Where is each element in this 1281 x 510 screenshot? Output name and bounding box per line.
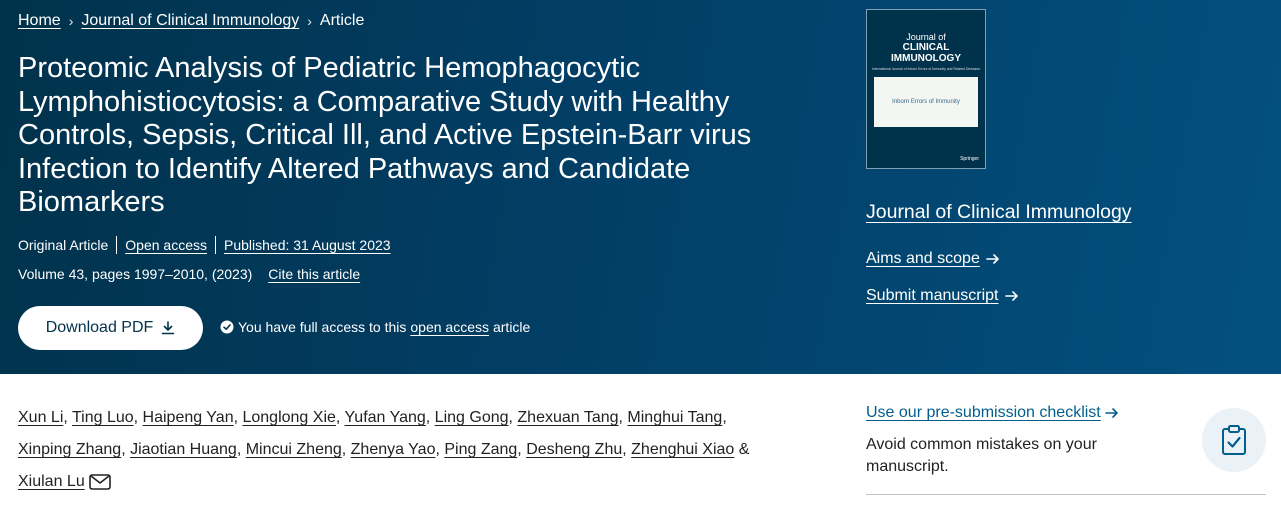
checklist-link[interactable]: Use our pre-submission checklist <box>866 404 1101 421</box>
author-link[interactable]: Zhenya Yao <box>350 441 436 458</box>
breadcrumb <box>18 12 364 30</box>
author-link[interactable]: Xun Li <box>18 409 64 426</box>
cover-word-cloud <box>874 77 978 127</box>
mail-icon[interactable] <box>89 474 111 490</box>
checklist-item <box>866 404 1119 422</box>
clipboard-check-icon <box>1202 408 1266 472</box>
checklist-description: Avoid common mistakes on your manuscript. <box>866 436 1097 475</box>
aims-scope-item <box>866 250 1000 268</box>
author-link[interactable]: Ling Gong <box>434 409 509 426</box>
breadcrumb-home-link[interactable]: Home <box>18 12 61 29</box>
author-link[interactable]: Xiulan Lu <box>18 473 85 490</box>
access-suffix: article <box>492 319 531 335</box>
volume-info: Volume 43, pages 1997–2010, (2023) <box>18 266 253 282</box>
author-link[interactable]: Longlong Xie <box>242 409 336 426</box>
arrow-right-icon <box>986 253 1000 265</box>
open-access-notice-link[interactable]: open access <box>410 319 489 335</box>
author-link[interactable]: Zhenghui Xiao <box>631 441 735 458</box>
arrow-right-icon <box>1005 290 1019 302</box>
aims-scope-link[interactable]: Aims and scope <box>866 250 980 267</box>
download-pdf-label: Download PDF <box>45 319 154 336</box>
arrow-right-icon <box>1105 407 1119 419</box>
article-type: Original Article <box>18 237 109 253</box>
cover-publisher: Springer <box>960 156 979 162</box>
published-date-link[interactable]: Published: 31 August 2023 <box>223 237 391 253</box>
cover-subtitle: International Journal of Inborn Errors of Immunity and Related Diseases <box>872 67 980 71</box>
download-pdf-button[interactable] <box>18 306 203 350</box>
author-link[interactable]: Haipeng Yan <box>142 409 234 426</box>
journal-title-link[interactable]: Journal of Clinical Immunology <box>866 201 1132 223</box>
author-link[interactable]: Zhexuan Tang <box>517 409 619 426</box>
download-icon <box>161 321 175 335</box>
check-circle-icon <box>220 320 234 334</box>
author-link[interactable]: Ting Luo <box>71 409 134 426</box>
submit-manuscript-link[interactable]: Submit manuscript <box>866 287 999 304</box>
article-title: Proteomic Analysis of Pediatric Hemophagocytic Lymphohistiocytosis: a Comparative Study with Healthy Controls, Sepsis, Critical Ill, and Active Epstein-Barr virus Infection to Identify Altered Pathways and Candidate Biomarkers <box>18 52 752 218</box>
article-meta <box>18 236 399 254</box>
published-item <box>215 236 399 254</box>
author-link[interactable]: Ping Zang <box>444 441 518 458</box>
cover-art-text: Inborn Errors of Immunity <box>892 99 960 105</box>
cover-top-text: Journal of <box>906 32 946 42</box>
author-link[interactable]: Jiaotian Huang <box>130 441 237 458</box>
cite-article-link[interactable]: Cite this article <box>268 266 361 282</box>
access-prefix: You have full access to this <box>238 319 407 335</box>
chevron-right-icon: › <box>68 13 74 29</box>
author-link[interactable]: Mincui Zheng <box>245 441 342 458</box>
cover-title-line2: IMMUNOLOGY <box>891 53 961 64</box>
submit-manuscript-item <box>866 287 1019 305</box>
author-list: Xun Li, Ting Luo, Haipeng Yan, Longlong Xie, Yufan Yang, Ling Gong, Zhexuan Tang, Minghui Tang, Xinping Zhang, Jiaotian Huang, Mincui Zheng, Zhenya Yao, Ping Zang, Desheng Zhu, Zhenghui Xiao & Xiulan Lu <box>18 409 750 490</box>
breadcrumb-current: Article <box>319 12 365 29</box>
divider <box>866 494 1266 495</box>
full-access-notice <box>220 319 530 335</box>
open-access-item <box>116 236 215 254</box>
author-link[interactable]: Minghui Tang <box>627 409 723 426</box>
author-link[interactable]: Desheng Zhu <box>526 441 623 458</box>
open-access-link[interactable]: Open access <box>125 237 207 253</box>
breadcrumb-journal-link[interactable]: Journal of Clinical Immunology <box>81 12 300 29</box>
chevron-right-icon: › <box>307 13 312 29</box>
article-citation-meta <box>18 266 360 282</box>
author-link[interactable]: Yufan Yang <box>344 409 426 426</box>
journal-cover-image[interactable] <box>866 9 986 169</box>
cover-title-line1: CLINICAL <box>902 42 950 53</box>
author-link[interactable]: Xinping Zhang <box>18 441 122 458</box>
